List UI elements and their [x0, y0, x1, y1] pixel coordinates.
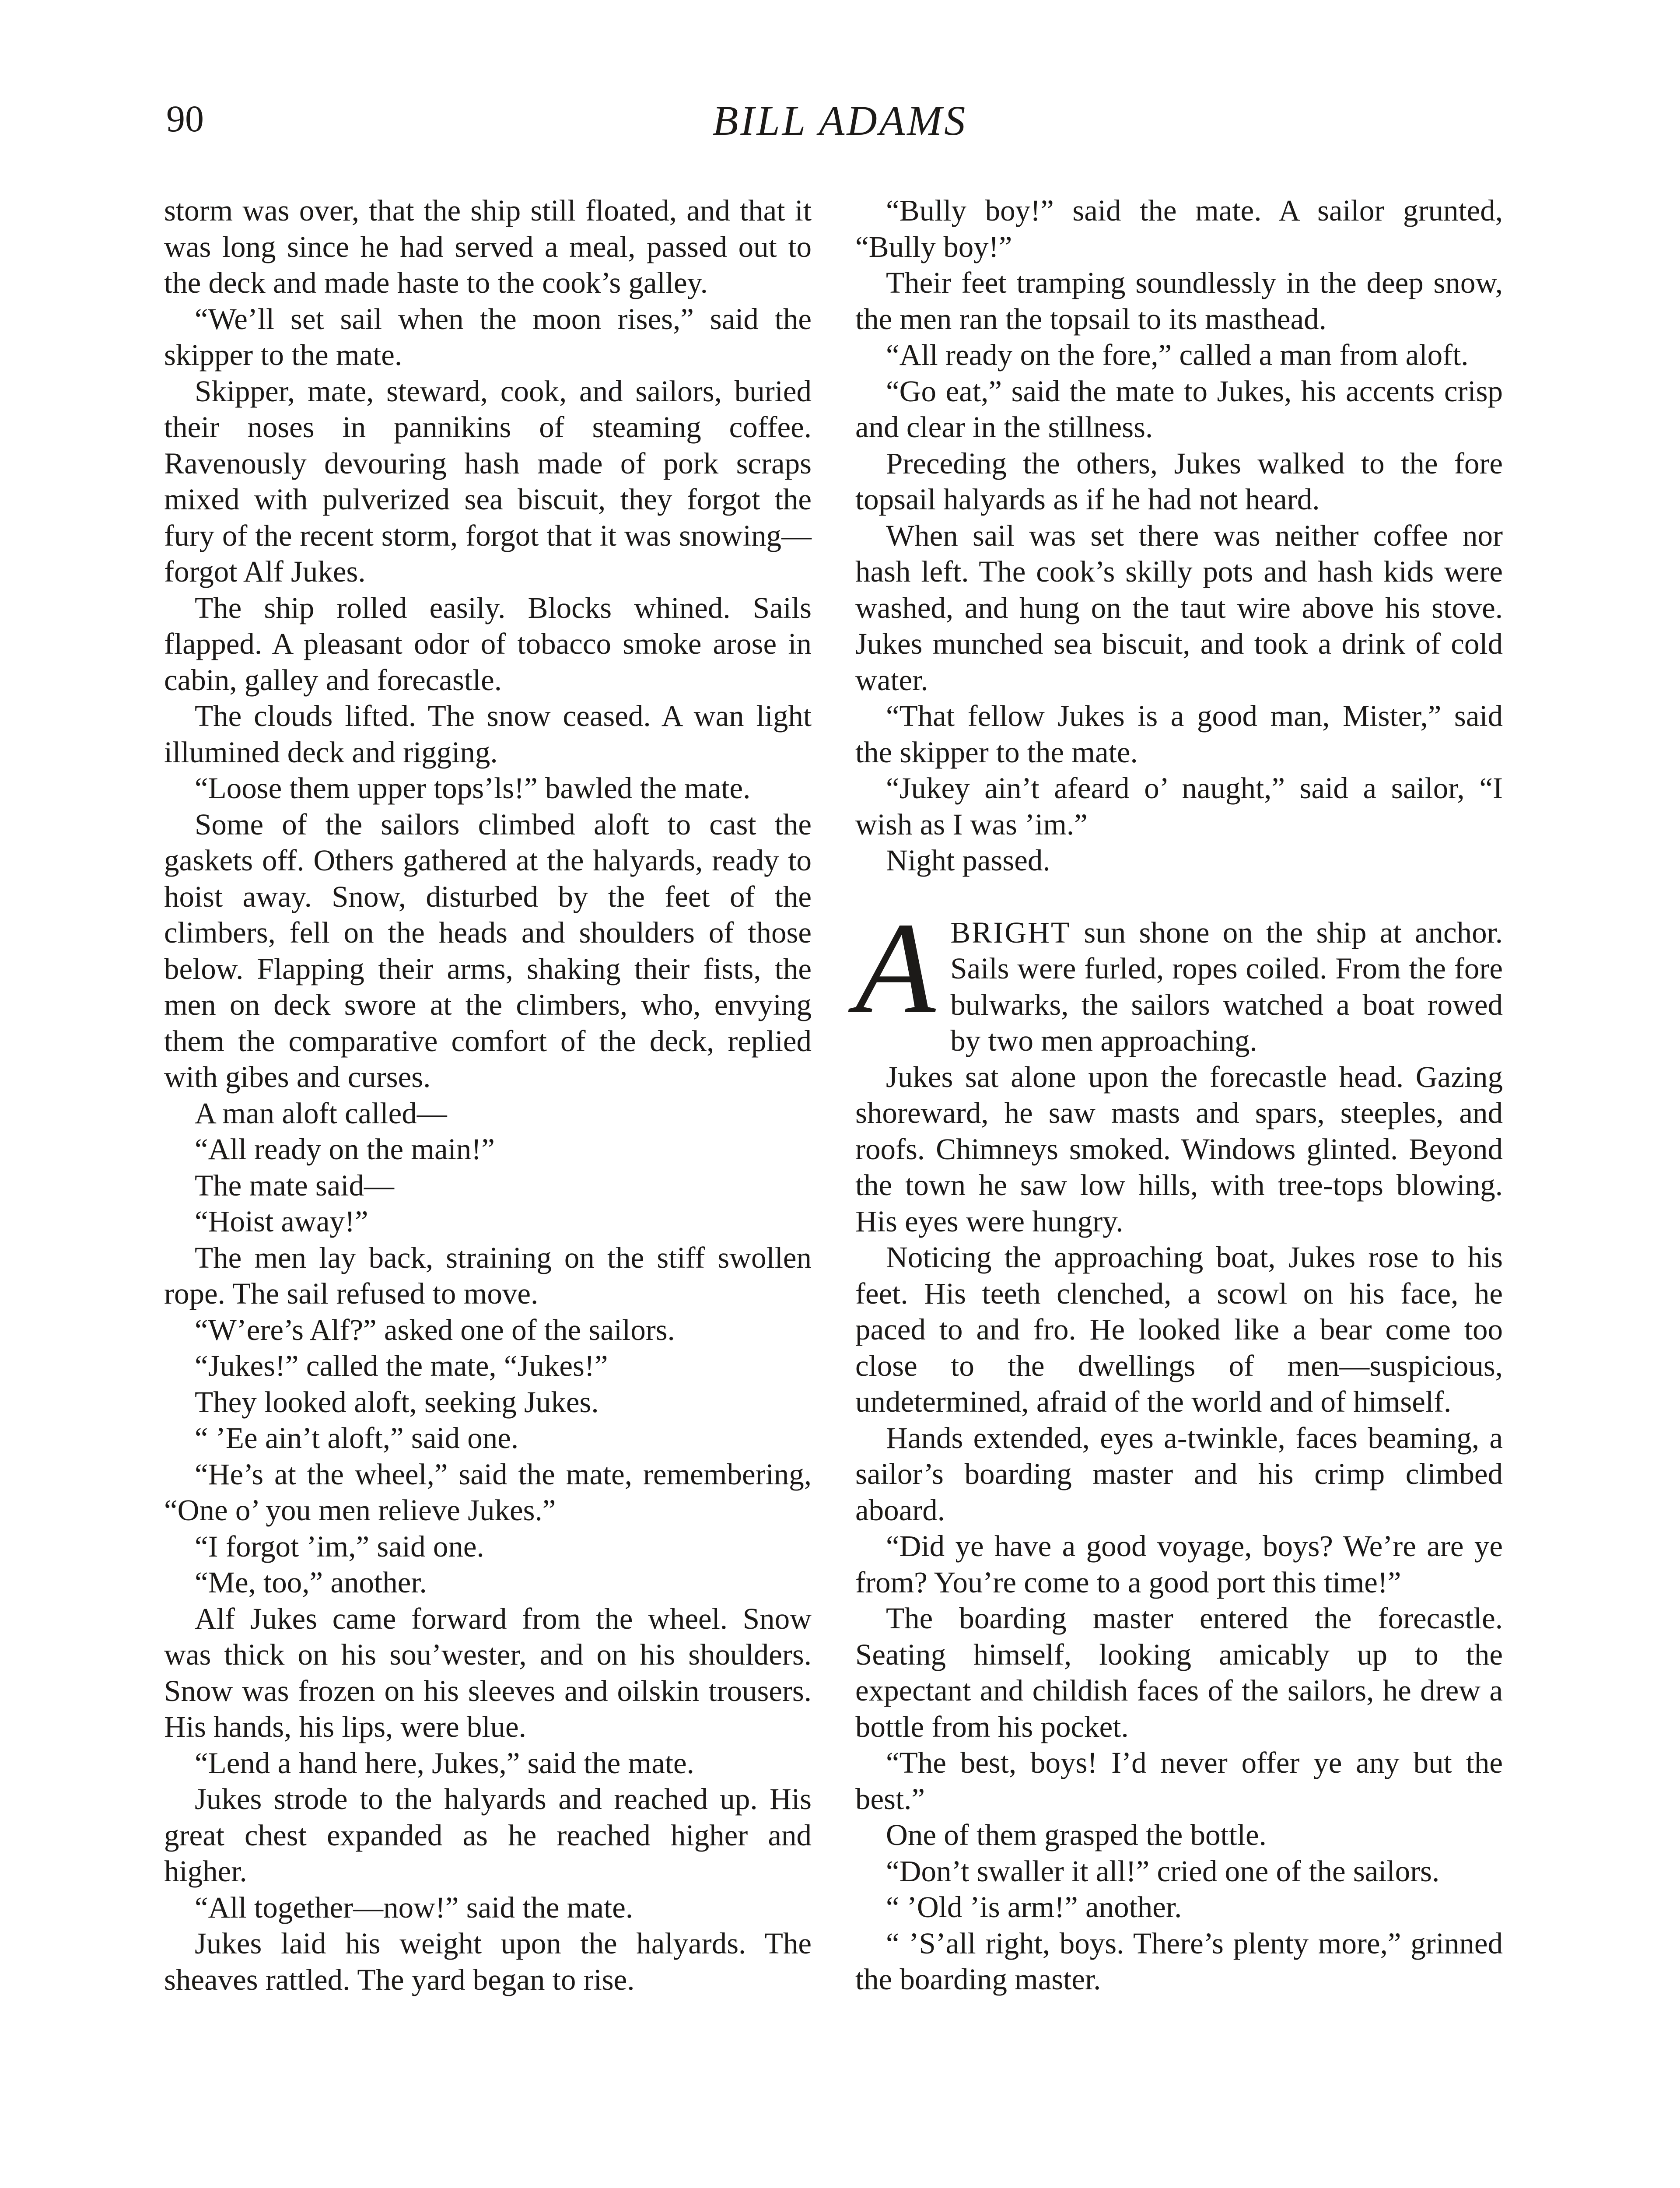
- paragraph: Some of the sailors climbed aloft to cast the gaskets off. Others gathered at the halyards, ready to hoist away. Snow, disturbed by the feet of the climbers, fell on the heads and shoulders of those below. Flapping their arms, shaking their fists, the men on deck swore at the climbers, who, envying them the comparative comfort of the deck, replied with gibes and curses.: [164, 807, 812, 1094]
- paragraph: “Loose them upper tops’ls!” bawled the mate.: [195, 771, 751, 805]
- left-column: [164, 193, 812, 1998]
- paragraph: A man aloft called—: [195, 1096, 447, 1130]
- paragraph: “All ready on the main!”: [195, 1133, 495, 1166]
- paragraph: Preceding the others, Jukes walked to the fore topsail halyards as if he had not heard.: [855, 446, 1503, 516]
- paragraph: “Me, too,” another.: [195, 1566, 427, 1599]
- paragraph: storm was over, that the ship still floated, and that it was long since he had served a meal, passed out to the deck and made haste to the cook’s galley.: [164, 194, 812, 299]
- paragraph: “ ’Old ’is arm!” another.: [886, 1890, 1182, 1924]
- opening-caps-word: BRIGHT: [950, 915, 1071, 949]
- paragraph: The men lay back, straining on the stiff swollen rope. The sail refused to move.: [164, 1241, 812, 1310]
- paragraph: The clouds lifted. The snow ceased. A wan light illumined deck and rigging.: [164, 699, 812, 769]
- right-column: [855, 193, 1503, 1998]
- paragraph: “Bully boy!” said the mate. A sailor grunted, “Bully boy!”: [855, 194, 1503, 263]
- paragraph: Their feet tramping soundlessly in the deep snow, the men ran the topsail to its masthead.: [855, 266, 1503, 336]
- paragraph: Jukes strode to the halyards and reached up. His great chest expanded as he reached higher and higher.: [164, 1782, 812, 1888]
- paragraph: Jukes sat alone upon the forecastle head. Gazing shoreward, he saw masts and spars, steeples, and roofs. Chimneys smoked. Windows glinted. Beyond the town he saw low hills, with tree-tops blowing. His eyes were hungry.: [855, 1060, 1503, 1238]
- paragraph: “All ready on the fore,” called a man from aloft.: [886, 338, 1469, 372]
- paragraph: “The best, boys! I’d never offer ye any but the best.”: [855, 1746, 1503, 1816]
- paragraph: “Lend a hand here, Jukes,” said the mate.: [195, 1746, 694, 1780]
- paragraph: “Go eat,” said the mate to Jukes, his accents crisp and clear in the stillness.: [855, 374, 1503, 444]
- paragraph: “We’ll set sail when the moon rises,” said the skipper to the mate.: [164, 302, 812, 372]
- paragraph: “Did ye have a good voyage, boys? We’re are ye from? You’re come to a good port this time!”: [855, 1529, 1503, 1599]
- paragraph: “ ’S’all right, boys. There’s plenty more,” grinned the boarding master.: [855, 1926, 1503, 1996]
- section-opening-paragraph: [855, 895, 1503, 1059]
- paragraph: Alf Jukes came forward from the wheel. Snow was thick on his sou’wester, and on his shoulders. Snow was frozen on his sleeves and oilskin trousers. His hands, his lips, were blue.: [164, 1602, 812, 1743]
- paragraph: The boarding master entered the forecastle. Seating himself, looking amicably up to the expectant and childish faces of the sailors, he drew a bottle from his pocket.: [855, 1602, 1503, 1743]
- page-number: 90: [166, 98, 204, 140]
- paragraph: “All together—now!” said the mate.: [195, 1890, 634, 1924]
- opening-text: sun shone on the ship at anchor. Sails were furled, ropes coiled. From the fore bulwarks, the sailors watched a boat rowed by two men approaching.: [950, 915, 1503, 1057]
- paragraph: “ ’Ee ain’t aloft,” said one.: [195, 1421, 519, 1455]
- paragraph: One of them grasped the bottle.: [886, 1818, 1267, 1851]
- paragraph: “I forgot ’im,” said one.: [195, 1529, 484, 1563]
- paragraph: Skipper, mate, steward, cook, and sailors, buried their noses in pannikins of steaming coffee. Ravenously devouring hash made of pork scraps mixed with pulverized sea biscuit, they forgot the fury of the recent storm, forgot that it was snowing—forgot Alf Jukes.: [164, 374, 812, 588]
- paragraph: “W’ere’s Alf?” asked one of the sailors.: [195, 1313, 675, 1346]
- paragraph: Noticing the approaching boat, Jukes rose to his feet. His teeth clenched, a scowl on his face, he paced to and fro. He looked like a bear come too close to the dwellings of men—suspicious, undetermined, afraid of the world and of himself.: [855, 1241, 1503, 1418]
- paragraph: “Jukes!” called the mate, “Jukes!”: [195, 1349, 608, 1382]
- paragraph: “That fellow Jukes is a good man, Mister,” said the skipper to the mate.: [855, 699, 1503, 769]
- running-head: BILL ADAMS: [712, 97, 968, 144]
- paragraph: Hands extended, eyes a-twinkle, faces beaming, a sailor’s boarding master and his crimp climbed aboard.: [855, 1421, 1503, 1527]
- paragraph: “Don’t swaller it all!” cried one of the sailors.: [886, 1854, 1440, 1888]
- paragraph: When sail was set there was neither coffee nor hash left. The cook’s skilly pots and hash kids were washed, and hung on the taut wire above his stove. Jukes munched sea biscuit, and took a drink of cold water.: [855, 519, 1503, 697]
- drop-cap: A: [855, 895, 936, 1041]
- paragraph: Jukes laid his weight upon the halyards. The sheaves rattled. The yard began to rise.: [164, 1927, 812, 1996]
- paragraph: “He’s at the wheel,” said the mate, remembering, “One o’ you men relieve Jukes.”: [164, 1457, 812, 1527]
- paragraph: “Jukey ain’t afeard o’ naught,” said a sailor, “I wish as I was ’im.”: [855, 771, 1503, 841]
- paragraph: Night passed.: [886, 844, 1050, 877]
- paragraph: The ship rolled easily. Blocks whined. Sails flapped. A pleasant odor of tobacco smoke arose in cabin, galley and forecastle.: [164, 591, 812, 697]
- paragraph: The mate said—: [195, 1168, 395, 1202]
- paragraph: “Hoist away!”: [195, 1205, 368, 1238]
- paragraph: They looked aloft, seeking Jukes.: [195, 1385, 599, 1419]
